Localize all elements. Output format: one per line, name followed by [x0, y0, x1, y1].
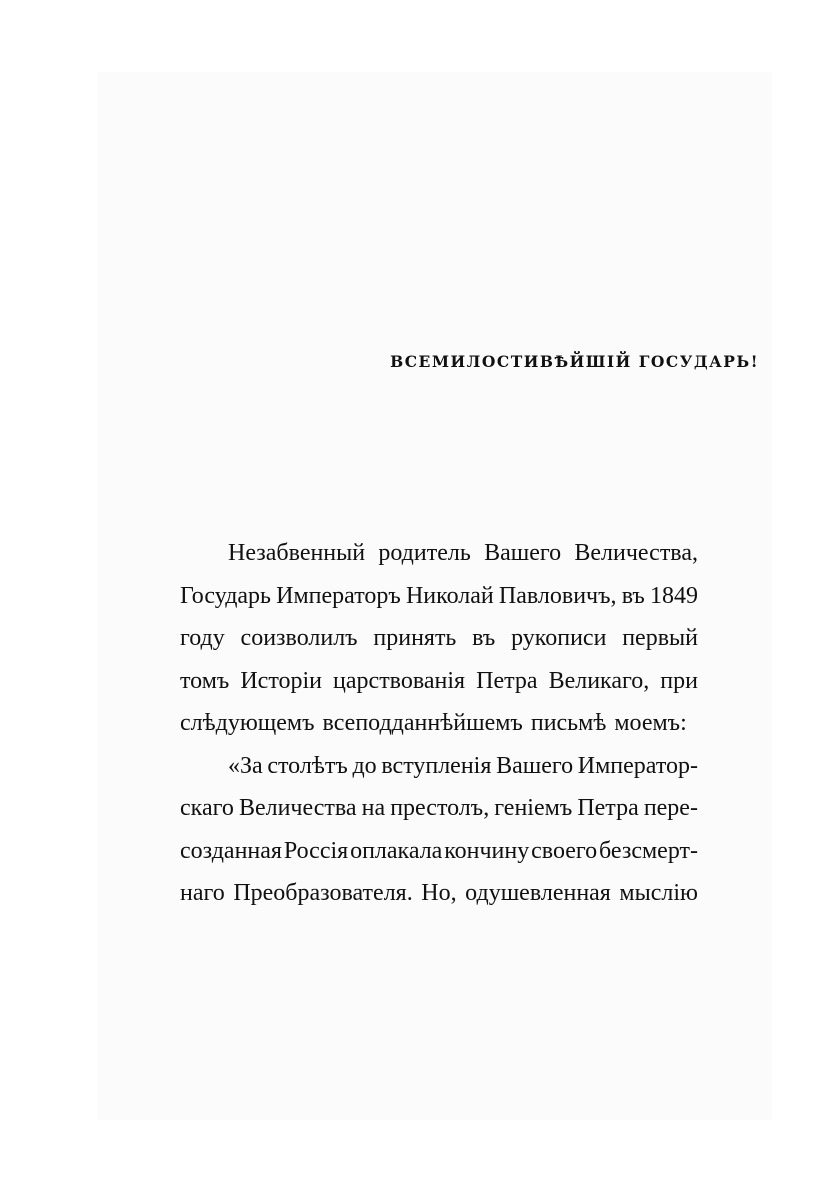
text-line — [180, 830, 698, 873]
word: году — [180, 625, 225, 651]
word: до — [352, 752, 377, 779]
word: Вашего — [484, 540, 562, 566]
word: Государь — [180, 582, 271, 609]
word: геніемъ — [494, 795, 573, 821]
word: созданная — [180, 837, 282, 864]
word: оплакала — [350, 837, 443, 864]
word: Императоръ — [276, 582, 401, 609]
text-line — [180, 872, 698, 915]
word: Преобразователя. — [233, 880, 413, 906]
word: наго — [180, 880, 225, 906]
word: мыслію — [619, 880, 698, 906]
word: столѣтъ — [267, 752, 348, 779]
word: Величества, — [574, 540, 698, 566]
word: одушевленная — [465, 880, 611, 906]
word: престолъ, — [390, 795, 490, 821]
word: Вашего — [496, 752, 574, 779]
word: Но, — [421, 880, 457, 906]
word: Павловичъ, — [498, 582, 617, 609]
body-text — [180, 532, 698, 915]
text-line — [180, 787, 698, 830]
word: скаго — [180, 795, 234, 821]
word: безсмерт- — [599, 837, 698, 864]
word: соизволилъ — [240, 625, 358, 651]
text-line — [180, 660, 698, 703]
word: письмѣ — [530, 710, 607, 736]
word: Россія — [283, 837, 349, 864]
text-line — [180, 702, 698, 745]
word: Величества — [238, 795, 357, 821]
word: кончину — [444, 837, 530, 864]
word: томъ — [180, 667, 230, 694]
word: рукописи — [511, 625, 607, 651]
word: 1849 — [650, 582, 698, 609]
word: Император- — [577, 752, 698, 779]
word: въ — [621, 582, 645, 609]
word: Петра — [577, 795, 639, 821]
word: родитель — [378, 540, 471, 566]
word: моемъ: — [614, 710, 687, 736]
word: въ — [472, 625, 496, 651]
word: царствованія — [333, 667, 466, 694]
salutation-heading: ВСЕМИЛОСТИВѢЙШІЙ ГОСУДАРЬ! — [390, 352, 759, 371]
word: при — [660, 667, 698, 694]
word: Великаго, — [548, 667, 650, 694]
word: вступленія — [381, 752, 492, 779]
word: своего — [531, 837, 598, 864]
word: на — [361, 795, 386, 821]
word: Николай — [405, 582, 494, 609]
word: Незабвенный — [228, 540, 366, 566]
text-line — [180, 745, 698, 788]
word: Петра — [476, 667, 538, 694]
text-line — [180, 617, 698, 660]
word: слѣдующемъ — [180, 710, 315, 736]
word: принять — [373, 625, 457, 651]
word: Исторіи — [240, 667, 323, 694]
word: всеподданнѣйшемъ — [322, 710, 523, 736]
word: пере- — [643, 795, 698, 821]
word: «За — [228, 752, 263, 779]
text-line — [180, 575, 698, 618]
text-line — [180, 532, 698, 575]
word: первый — [622, 625, 698, 651]
